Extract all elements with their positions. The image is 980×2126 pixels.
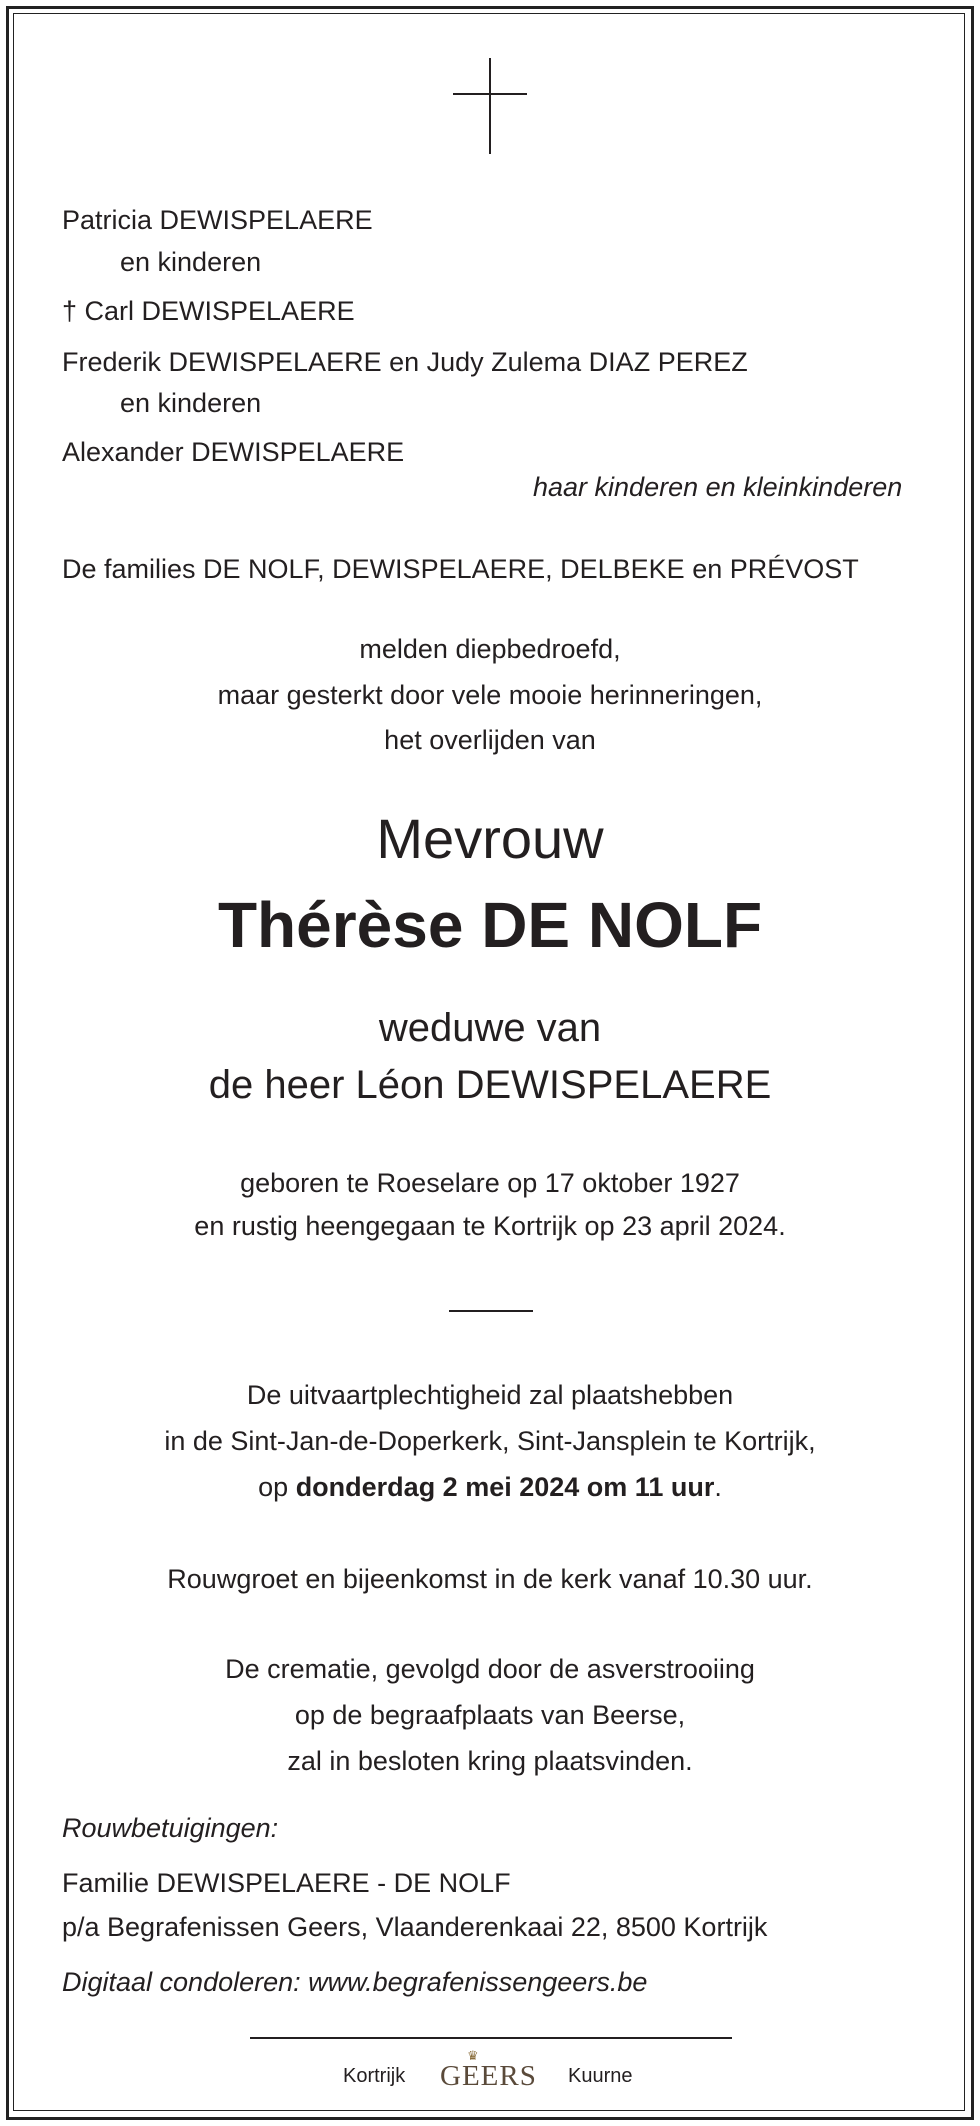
cremation-line-3: zal in besloten kring plaatsvinden. — [287, 1746, 693, 1776]
deceased-name: Thérèse DE NOLF — [217, 889, 763, 961]
condolences-heading: Rouwbetuigingen: — [62, 1813, 279, 1843]
family-signature: haar kinderen en kleinkinderen — [533, 472, 903, 502]
footer-left: Kortrijk — [343, 2065, 406, 2087]
geers-logo: GEERS — [440, 2060, 537, 2092]
cross-icon — [453, 58, 527, 154]
family-line-4: Frederik DEWISPELAERE en Judy Zulema DIAZ PEREZ — [62, 347, 748, 377]
announcement-line-3: het overlijden van — [384, 725, 596, 755]
announcement-line-1: melden diepbedroefd, — [359, 634, 621, 664]
widow-line-1: weduwe van — [378, 1006, 602, 1050]
ceremony-line-3: op donderdag 2 mei 2024 om 11 uur. — [258, 1472, 722, 1502]
ceremony-line-2: in de Sint-Jan-de-Doperkerk, Sint-Jansplein te Kortrijk, — [164, 1426, 816, 1456]
greeting-line: Rouwgroet en bijeenkomst in de kerk vanaf 10.30 uur. — [167, 1564, 813, 1594]
announcement-line-2: maar gesterkt door vele mooie herinneringen, — [217, 680, 763, 710]
widow-line-2: de heer Léon DEWISPELAERE — [208, 1063, 772, 1107]
crown-icon: ♛ — [467, 2048, 479, 2063]
footer-right: Kuurne — [568, 2065, 633, 2087]
families-line: De families DE NOLF, DEWISPELAERE, DELBEKE en PRÉVOST — [62, 554, 859, 584]
born-line: geboren te Roeselare op 17 oktober 1927 — [240, 1168, 740, 1198]
died-line: en rustig heengegaan te Kortrijk op 23 april 2024. — [194, 1211, 786, 1241]
inner-border — [13, 13, 965, 2111]
family-line-1: Patricia DEWISPELAERE — [62, 205, 373, 235]
condolences-digital: Digitaal condoleren: www.begrafenissengeers.be — [62, 1967, 648, 1997]
deceased-title: Mevrouw — [376, 807, 604, 870]
family-line-5: en kinderen — [120, 388, 262, 418]
cremation-line-1: De crematie, gevolgd door de asverstrooiing — [225, 1654, 755, 1684]
separator-long — [250, 2037, 732, 2039]
family-line-2: en kinderen — [120, 247, 262, 277]
family-line-3: † Carl DEWISPELAERE — [62, 296, 355, 326]
ceremony-date: donderdag 2 mei 2024 om 11 uur — [295, 1472, 715, 1502]
family-line-6: Alexander DEWISPELAERE — [62, 437, 405, 467]
ceremony-line-1: De uitvaartplechtigheid zal plaatshebben — [246, 1380, 734, 1410]
cremation-line-2: op de begraafplaats van Beerse, — [294, 1700, 686, 1730]
condolences-address-2: p/a Begrafenissen Geers, Vlaanderenkaai 22, 8500 Kortrijk — [62, 1912, 768, 1942]
condolences-address-1: Familie DEWISPELAERE - DE NOLF — [62, 1868, 511, 1898]
separator-short — [449, 1310, 533, 1312]
